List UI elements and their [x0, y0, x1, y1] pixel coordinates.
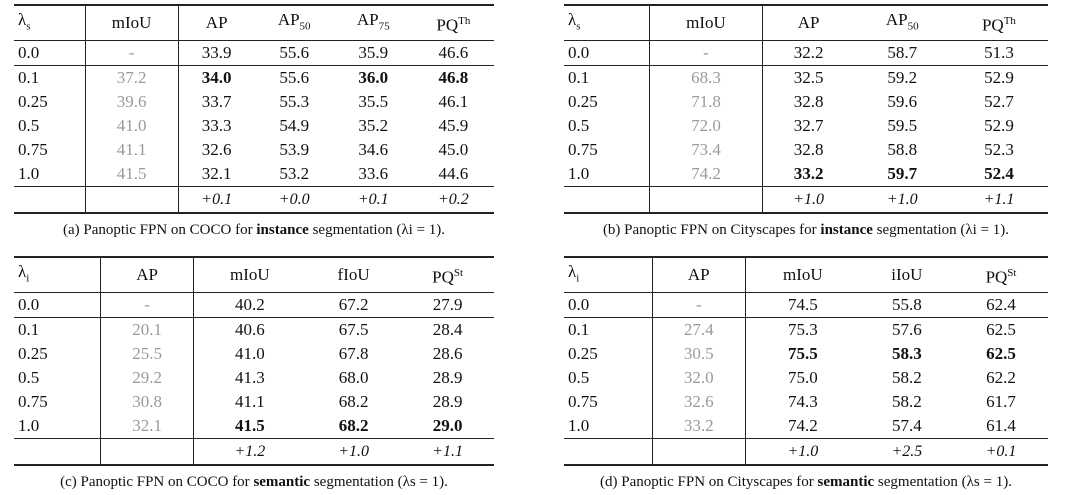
table-cell: 29.2	[101, 366, 193, 390]
col-header: mIoU	[650, 5, 762, 41]
table-cell: +1.1	[432, 443, 464, 461]
table-cell	[85, 187, 178, 214]
table-cell: 62.4	[986, 295, 1016, 315]
table-row	[14, 66, 494, 91]
table-cell: 30.5	[652, 342, 746, 366]
col-header: $PQ^{St}$	[432, 266, 464, 287]
col-header: iIoU	[891, 265, 923, 285]
table-row	[14, 162, 494, 187]
table-cell: +0.1	[985, 443, 1017, 461]
table-row	[564, 390, 1048, 414]
table-cell: 71.8	[650, 90, 762, 114]
table-row	[564, 162, 1048, 187]
table-cell: 0.75	[14, 138, 85, 162]
table-cell: 1.0	[564, 414, 652, 439]
table-cell: 45.9	[438, 116, 469, 136]
table-cell: 58.3	[891, 344, 922, 364]
table-cell: 0.0	[564, 41, 650, 66]
col-header: AP	[205, 13, 228, 33]
caption-prefix: (c) Panoptic FPN on COCO for	[60, 474, 250, 491]
table-cell: 0.5	[564, 114, 650, 138]
table-cell: +1.1	[983, 191, 1015, 209]
table-cell: +1.0	[338, 443, 369, 461]
table-cell: 75.0	[787, 368, 818, 388]
table-cell: 46.6	[438, 43, 469, 63]
table-row	[564, 66, 1048, 91]
table-cell: +1.2	[234, 443, 266, 461]
table-cell: 68.0	[338, 368, 369, 388]
header-row	[14, 5, 494, 41]
caption-suffix: segmentation (λs = 1).	[877, 474, 1012, 491]
table-cell: 0.5	[564, 366, 652, 390]
table-cell: -	[85, 41, 178, 66]
table-cell: 29.0	[432, 416, 463, 436]
table-cell: 52.9	[984, 116, 1014, 136]
delta-row	[14, 439, 494, 466]
table-cell: 41.5	[235, 416, 265, 436]
table-cell: 33.7	[201, 92, 232, 112]
table-row	[14, 366, 494, 390]
table-cell: 59.6	[887, 92, 918, 112]
table-cell	[101, 439, 193, 466]
col-header: $\lambda_i$	[14, 257, 101, 293]
table-cell: 35.2	[358, 116, 389, 136]
table-cell: 55.6	[279, 43, 310, 63]
table-cell	[14, 187, 85, 214]
table-row	[14, 293, 494, 318]
table-cell: 67.2	[338, 295, 369, 315]
table-row	[564, 293, 1048, 318]
col-header: $\lambda_s$	[564, 5, 650, 41]
caption-emphasis: semantic	[817, 474, 875, 491]
col-header: AP	[797, 13, 820, 33]
table-cell: 0.75	[14, 390, 101, 414]
table-cell: -	[101, 293, 193, 318]
table-cell: 57.4	[891, 416, 922, 436]
table-cell: +0.2	[437, 191, 469, 209]
table-row	[14, 390, 494, 414]
col-header: AP	[652, 257, 746, 293]
table-cell: 33.9	[201, 43, 232, 63]
table-cell: 73.4	[650, 138, 762, 162]
table-cell: 0.25	[14, 342, 101, 366]
table-row	[564, 342, 1048, 366]
table-cell: 46.8	[438, 68, 469, 88]
delta-row	[564, 439, 1048, 466]
table-panel-d	[564, 256, 1048, 491]
caption-emphasis: instance	[256, 222, 309, 239]
table-cell: 51.3	[984, 43, 1014, 63]
table-cell: 32.8	[793, 92, 824, 112]
col-header: $AP_{50}$	[277, 10, 311, 33]
table-cell: 55.6	[279, 68, 310, 88]
table-cell: 0.25	[564, 90, 650, 114]
table-cell: 1.0	[14, 414, 101, 439]
table-cell: 41.1	[235, 392, 265, 412]
table-panel-b	[564, 4, 1048, 239]
table-cell: 57.6	[891, 320, 922, 340]
col-header: $AP_{75}$	[356, 10, 390, 33]
caption-suffix: segmentation (λs = 1).	[313, 474, 448, 491]
col-header: AP	[101, 257, 193, 293]
table-cell: 33.3	[201, 116, 232, 136]
table-cell: 35.5	[358, 92, 389, 112]
table-cell: 41.3	[235, 368, 265, 388]
table-cell: +1.0	[793, 191, 824, 209]
table-cell: 32.6	[652, 390, 746, 414]
table-cell: 75.5	[787, 344, 818, 364]
table-cell: 55.3	[279, 92, 310, 112]
table-cell: 59.5	[887, 116, 918, 136]
table-cell: 40.2	[235, 295, 265, 315]
table-cell: 0.0	[14, 293, 101, 318]
table-cell: 32.8	[793, 140, 824, 160]
table-row	[564, 114, 1048, 138]
col-header: mIoU	[783, 265, 823, 285]
col-header: mIoU	[230, 265, 270, 285]
table-cell: 41.0	[235, 344, 265, 364]
table-cell: 67.5	[338, 320, 369, 340]
table-cell: 1.0	[564, 162, 650, 187]
table-cell: 45.0	[438, 140, 469, 160]
table-cell: 58.2	[891, 368, 922, 388]
col-header: $AP_{50}$	[885, 10, 919, 33]
table-cell: 32.5	[793, 68, 824, 88]
table-cell: +2.5	[891, 443, 923, 461]
table-cell: 74.2	[787, 416, 818, 436]
table-cell: 41.5	[85, 162, 178, 187]
table-cell: 0.75	[564, 390, 652, 414]
table-cell: 0.5	[14, 114, 85, 138]
table-cell: 1.0	[14, 162, 85, 187]
table-cell: 35.9	[358, 43, 389, 63]
table-cell: 0.25	[14, 90, 85, 114]
table-cell: 28.4	[432, 320, 463, 340]
table-cell: 58.2	[891, 392, 922, 412]
table-cell: +0.1	[357, 191, 389, 209]
table-cell	[14, 439, 101, 466]
col-header: $\lambda_i$	[564, 257, 652, 293]
table-row	[14, 342, 494, 366]
table-row	[564, 366, 1048, 390]
table-cell: +1.0	[787, 443, 819, 461]
table-cell: 34.0	[201, 68, 232, 88]
header-row	[14, 257, 494, 293]
table-cell: 32.1	[201, 164, 232, 184]
table-row	[14, 138, 494, 162]
table-cell: 0.1	[14, 318, 101, 343]
table-row	[564, 414, 1048, 439]
delta-row	[564, 187, 1048, 214]
col-header: $PQ^{Th}$	[436, 14, 471, 35]
table-cell: 46.1	[438, 92, 469, 112]
table-cell: 39.6	[85, 90, 178, 114]
table-cell: 44.6	[438, 164, 469, 184]
table-cell: 36.0	[358, 68, 389, 88]
table-cell: +0.0	[278, 191, 310, 209]
caption-emphasis: instance	[820, 222, 873, 239]
results-table-c	[14, 256, 494, 466]
col-header: $PQ^{Th}$	[981, 14, 1016, 35]
table-cell: 30.8	[101, 390, 193, 414]
table-cell: 25.5	[101, 342, 193, 366]
table-cell: 41.1	[85, 138, 178, 162]
caption-prefix: (b) Panoptic FPN on Cityscapes for	[602, 222, 817, 239]
col-header: mIoU	[85, 5, 178, 41]
col-header: $\lambda_s$	[14, 5, 85, 41]
table-cell: 58.8	[887, 140, 918, 160]
table-cell: 74.3	[787, 392, 818, 412]
col-header: $PQ^{St}$	[985, 266, 1017, 287]
table-cell: +0.1	[201, 191, 233, 209]
table-cell: 37.2	[85, 66, 178, 91]
table-cell	[564, 187, 650, 214]
table-cell: 0.1	[14, 66, 85, 91]
col-header: fIoU	[337, 265, 370, 285]
table-cell: 0.1	[564, 318, 652, 343]
table-cell: 67.8	[338, 344, 369, 364]
caption-suffix: segmentation (λi = 1).	[312, 222, 445, 239]
table-row	[564, 41, 1048, 66]
table-cell: 53.2	[279, 164, 310, 184]
table-cell: 0.75	[564, 138, 650, 162]
table-cell: -	[652, 293, 746, 318]
table-cell: 68.3	[650, 66, 762, 91]
table-row	[14, 41, 494, 66]
table-row	[14, 114, 494, 138]
table-cell: 40.6	[235, 320, 265, 340]
table-caption	[564, 222, 1048, 239]
table-cell: 62.2	[986, 368, 1016, 388]
table-cell: 62.5	[986, 344, 1016, 364]
table-cell: 20.1	[101, 318, 193, 343]
table-cell: 0.25	[564, 342, 652, 366]
table-row	[14, 414, 494, 439]
table-caption	[14, 474, 494, 491]
table-cell: 28.9	[432, 368, 463, 388]
table-row	[564, 138, 1048, 162]
table-cell: 59.2	[887, 68, 918, 88]
results-table-d	[564, 256, 1048, 466]
table-cell: 33.6	[358, 164, 389, 184]
delta-row	[14, 187, 494, 214]
table-cell: 32.7	[793, 116, 824, 136]
table-cell: 52.9	[984, 68, 1014, 88]
table-cell: 27.9	[432, 295, 463, 315]
table-caption	[14, 222, 494, 239]
table-cell: 34.6	[358, 140, 389, 160]
table-cell: -	[650, 41, 762, 66]
table-cell: 53.9	[279, 140, 310, 160]
table-cell	[564, 439, 652, 466]
table-cell: 55.8	[891, 295, 922, 315]
table-cell: 41.0	[85, 114, 178, 138]
table-cell: 62.5	[986, 320, 1016, 340]
table-row	[564, 318, 1048, 343]
table-cell: 32.0	[652, 366, 746, 390]
table-cell: 32.1	[101, 414, 193, 439]
table-cell: 0.5	[14, 366, 101, 390]
table-panel-c	[14, 256, 494, 491]
table-cell: 52.4	[984, 164, 1014, 184]
table-cell: 54.9	[279, 116, 310, 136]
table-cell: 61.7	[986, 392, 1016, 412]
header-row	[564, 257, 1048, 293]
caption-emphasis: semantic	[253, 474, 311, 491]
caption-suffix: segmentation (λi = 1).	[876, 222, 1010, 239]
table-cell: 61.4	[986, 416, 1016, 436]
results-table-b	[564, 4, 1048, 214]
table-cell: 72.0	[650, 114, 762, 138]
header-row	[564, 5, 1048, 41]
table-cell: 68.2	[338, 416, 369, 436]
table-cell: 74.5	[787, 295, 818, 315]
table-cell: 27.4	[652, 318, 746, 343]
table-caption	[564, 474, 1048, 491]
table-cell: 52.3	[984, 140, 1014, 160]
table-cell: 0.0	[14, 41, 85, 66]
table-cell: 33.2	[793, 164, 824, 184]
table-cell: 68.2	[338, 392, 369, 412]
caption-prefix: (d) Panoptic FPN on Cityscapes for	[600, 474, 814, 491]
table-cell: +1.0	[886, 191, 918, 209]
table-cell	[650, 187, 762, 214]
table-cell: 52.7	[984, 92, 1014, 112]
results-table-a	[14, 4, 494, 214]
table-cell: 0.1	[564, 66, 650, 91]
table-cell: 74.2	[650, 162, 762, 187]
table-cell: 28.6	[432, 344, 463, 364]
table-cell	[652, 439, 746, 466]
table-cell: 75.3	[787, 320, 818, 340]
table-cell: 32.2	[793, 43, 824, 63]
table-cell: 33.2	[652, 414, 746, 439]
table-row	[14, 318, 494, 343]
table-cell: 0.0	[564, 293, 652, 318]
caption-prefix: (a) Panoptic FPN on COCO for	[63, 222, 253, 239]
table-cell: 59.7	[887, 164, 918, 184]
table-row	[564, 90, 1048, 114]
table-cell: 58.7	[887, 43, 918, 63]
table-row	[14, 90, 494, 114]
table-panel-a	[14, 4, 494, 239]
table-cell: 32.6	[201, 140, 232, 160]
table-cell: 28.9	[432, 392, 463, 412]
